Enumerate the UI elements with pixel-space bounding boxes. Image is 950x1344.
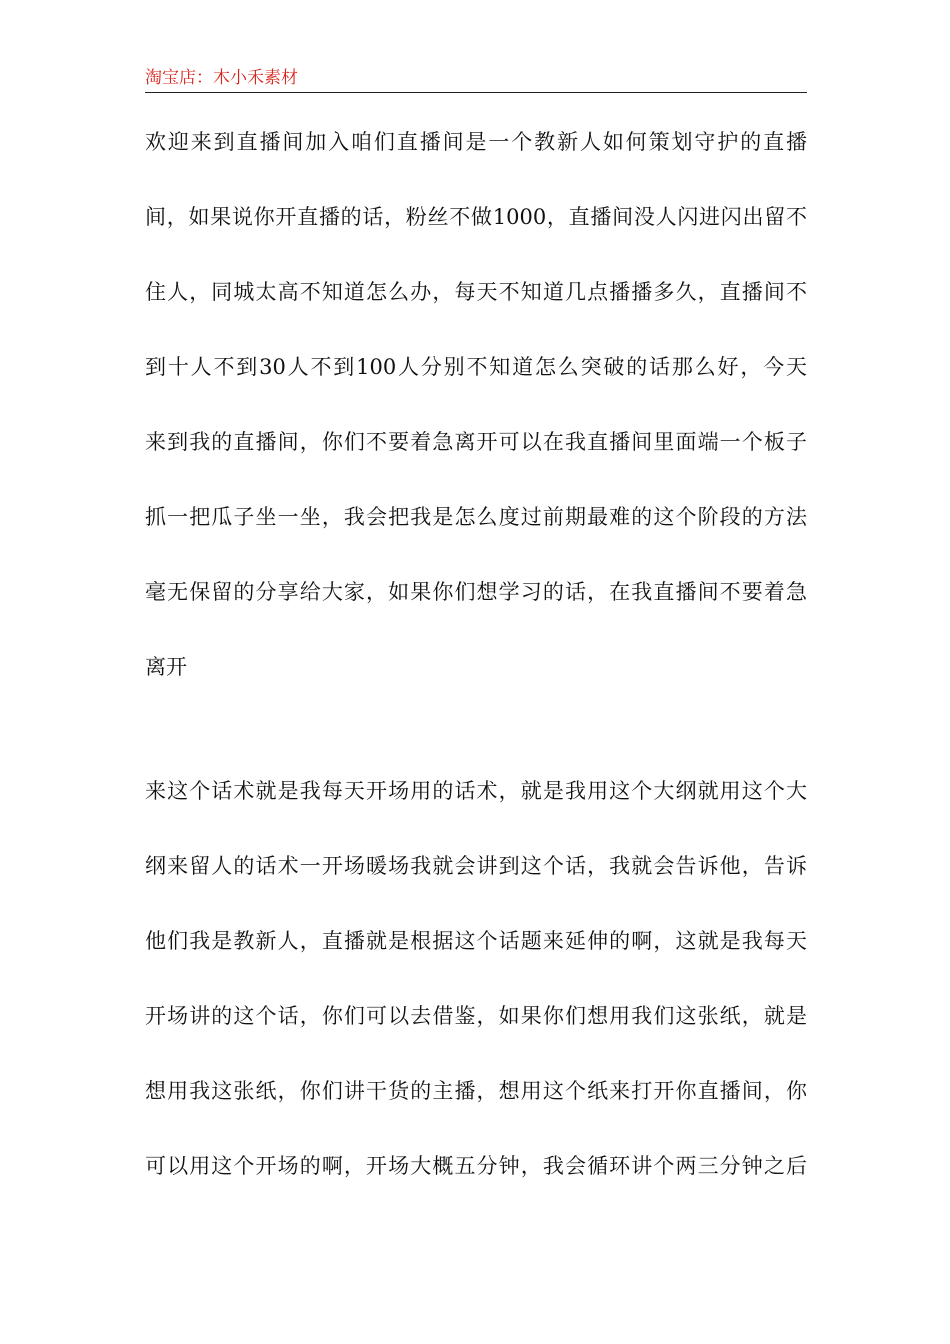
text-line: 到十人不到30人不到100人分别不知道怎么突破的话那么好，今天	[145, 355, 807, 379]
text-line: 离开	[145, 655, 187, 679]
text-line: 他们我是教新人，直播就是根据这个话题来延伸的啊，这就是我每天	[145, 929, 807, 953]
text-line: 来这个话术就是我每天开场用的话术，就是我用这个大纲就用这个大	[145, 779, 807, 803]
text-line: 来到我的直播间，你们不要着急离开可以在我直播间里面端一个板子	[145, 430, 807, 454]
text-line: 毫无保留的分享给大家，如果你们想学习的话，在我直播间不要着急	[145, 580, 807, 604]
text-line: 可以用这个开场的啊，开场大概五分钟，我会循环讲个两三分钟之后	[145, 1154, 807, 1178]
text-line: 住人，同城太高不知道怎么办，每天不知道几点播播多久，直播间不	[145, 280, 807, 304]
text-line: 欢迎来到直播间加入咱们直播间是一个教新人如何策划守护的直播	[145, 130, 807, 154]
text-line: 纲来留人的话术一开场暖场我就会讲到这个话，我就会告诉他，告诉	[145, 854, 807, 878]
page-header	[145, 64, 807, 93]
text-line: 抓一把瓜子坐一坐，我会把我是怎么度过前期最难的这个阶段的方法	[145, 505, 807, 529]
text-line: 想用我这张纸，你们讲干货的主播，想用这个纸来打开你直播间，你	[145, 1079, 807, 1103]
text-line: 间，如果说你开直播的话，粉丝不做1000，直播间没人闪进闪出留不	[145, 205, 807, 229]
header-shop-name: 淘宝店：木小禾素材	[145, 68, 298, 88]
text-line: 开场讲的这个话，你们可以去借鉴，如果你们想用我们这张纸，就是	[145, 1004, 807, 1028]
